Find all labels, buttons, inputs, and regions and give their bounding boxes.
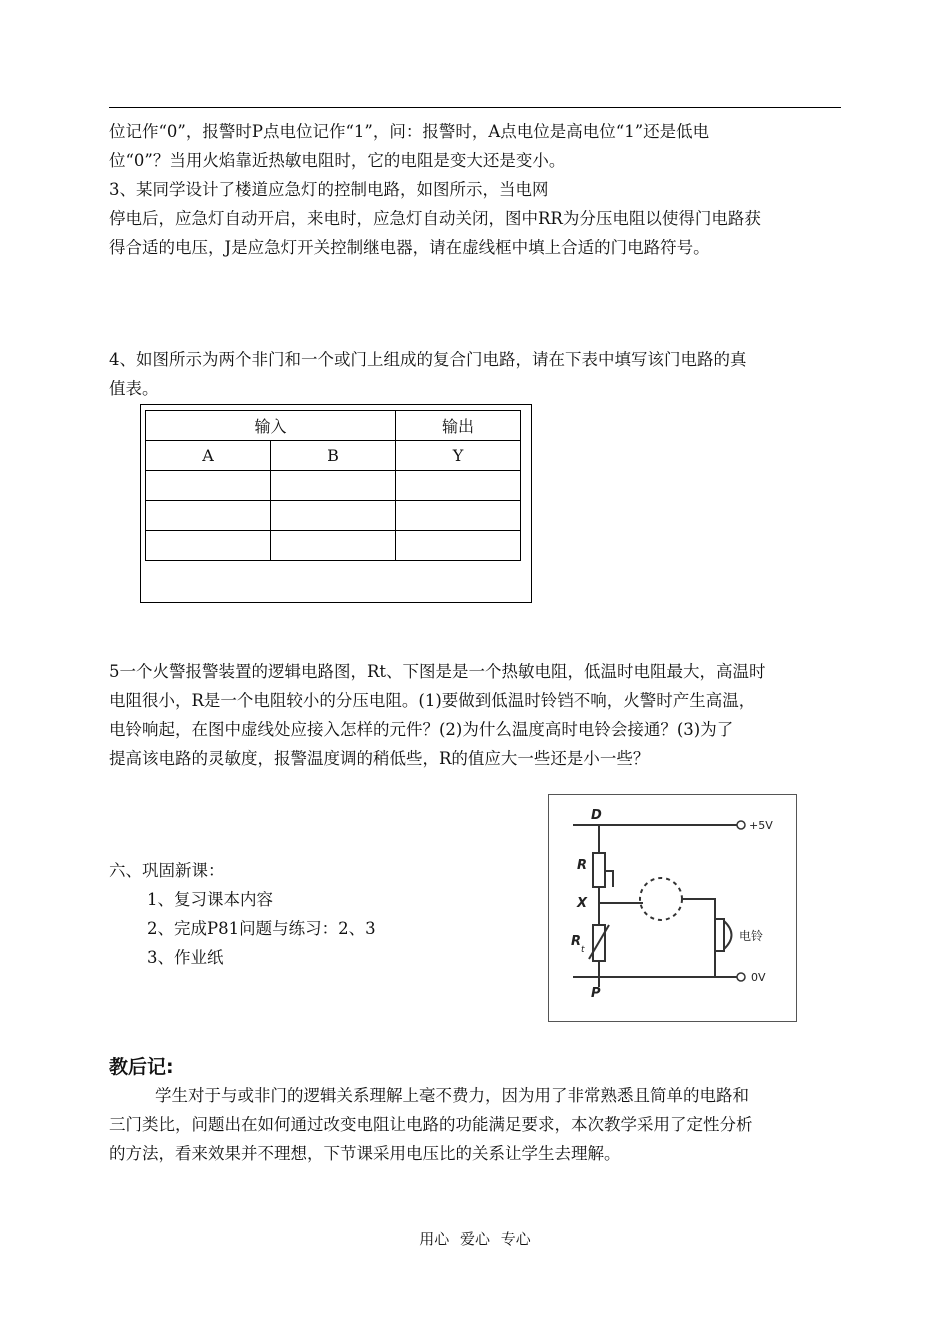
text-line: 3、某同学设计了楼道应急灯的控制电路，如图所示，当电网 — [109, 180, 549, 199]
table-header-row — [146, 411, 521, 441]
table-row — [146, 501, 521, 531]
column-y: Y — [396, 441, 521, 471]
text-line: 提高该电路的灵敏度，报警温度调的稍低些，R的值应大一些还是小一些？ — [109, 749, 650, 768]
label-r: R — [577, 858, 588, 873]
text-line: 4、如图所示为两个非门和一个或门上组成的复合门电路，请在下表中填写该门电路的真 — [109, 350, 747, 369]
notes-title: 教后记: — [109, 1056, 174, 1078]
text-line: 电阻很小，R是一个电阻较小的分压电阻。(1)要做到低温时铃铛不响，火警时产生高温， — [109, 691, 756, 710]
bell-dome — [724, 921, 732, 949]
list-item: 2、完成P81问题与练习：2、3 — [147, 919, 376, 938]
label-d: D — [591, 808, 602, 823]
bell-body — [715, 919, 724, 951]
unknown-element-placeholder — [640, 878, 682, 920]
table-column-row — [146, 441, 521, 471]
input-header: 输入 — [146, 411, 396, 441]
label-bell: 电铃 — [739, 929, 764, 943]
text-line: 电铃响起，在图中虚线处应接入怎样的元件？(2)为什么温度高时电铃会接通？(3)为了 — [109, 720, 734, 739]
resistor-r-tap — [605, 871, 613, 887]
consolidate-section — [109, 856, 376, 972]
table-cell[interactable] — [271, 471, 396, 501]
label-p: P — [591, 986, 601, 1001]
text-line: 值表。 — [109, 379, 159, 398]
bell-wire — [681, 899, 715, 919]
notes-body — [109, 1081, 843, 1168]
label-rt-sub: t — [581, 945, 585, 955]
table-row — [146, 531, 521, 561]
table-cell[interactable] — [146, 501, 271, 531]
resistor-r — [593, 853, 605, 887]
list-item: 3、作业纸 — [147, 948, 224, 967]
question-5 — [109, 657, 843, 773]
table-cell[interactable] — [146, 531, 271, 561]
table-cell[interactable] — [396, 531, 521, 561]
truth-table — [145, 410, 521, 561]
column-b: B — [271, 441, 396, 471]
table-cell[interactable] — [146, 471, 271, 501]
text-line: 的方法，看来效果并不理想，下节课采用电压比的关系让学生去理解。 — [109, 1144, 621, 1163]
table-cell[interactable] — [271, 531, 396, 561]
question-2-continued — [109, 117, 843, 175]
circuit-diagram — [548, 794, 797, 1022]
question-3 — [109, 175, 843, 262]
text-line: 位记作“0”，报警时P点电位记作“1”，问：报警时，A点电位是高电位“1”还是低电 — [109, 122, 710, 141]
label-5v: +5V — [749, 819, 773, 832]
output-header: 输出 — [396, 411, 521, 441]
text-line: 5一个火警报警装置的逻辑电路图，Rt、下图是是一个热敏电阻，低温时电阻最大，高温时 — [109, 662, 766, 681]
label-rt: R — [571, 934, 582, 949]
text-line: 得合适的电压，J是应急灯开关控制继电器，请在虚线框中填上合适的门电路符号。 — [109, 238, 710, 257]
list-item: 1、复习课本内容 — [147, 890, 273, 909]
question-4 — [109, 345, 843, 403]
page-footer: 用心 爱心 专心 — [419, 1230, 531, 1248]
table-row — [146, 471, 521, 501]
text-line: 停电后，应急灯自动开启，来电时，应急灯自动关闭，图中RR为分压电阻以使得门电路获 — [109, 209, 761, 228]
text-line: 位“0”？当用火焰靠近热敏电阻时，它的电阻是变大还是变小。 — [109, 151, 566, 170]
text-line: 学生对于与或非门的逻辑关系理解上毫不费力，因为用了非常熟悉且简单的电路和 — [155, 1086, 749, 1105]
section-heading: 六、巩固新课： — [109, 861, 225, 880]
text-line: 三门类比，问题出在如何通过改变电阻让电路的功能满足要求，本次教学采用了定性分析 — [109, 1115, 753, 1134]
terminal-5v — [737, 821, 745, 829]
column-a: A — [146, 441, 271, 471]
table-cell[interactable] — [271, 501, 396, 531]
table-cell[interactable] — [396, 501, 521, 531]
label-x: X — [577, 896, 588, 911]
header-rule — [109, 107, 841, 108]
label-0v: 0V — [751, 971, 766, 984]
table-cell[interactable] — [396, 471, 521, 501]
terminal-0v — [737, 973, 745, 981]
